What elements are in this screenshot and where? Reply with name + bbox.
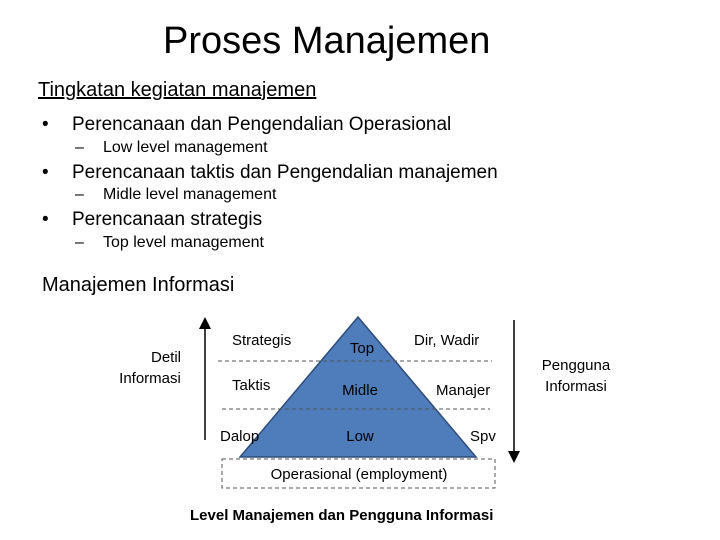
dash-icon: –: [75, 234, 84, 251]
level-top: Top: [349, 340, 375, 357]
bullet-text: Perencanaan strategis: [72, 209, 263, 230]
user-info-label-line2: Informasi: [545, 378, 607, 395]
sub-bullet-text: Top level management: [103, 234, 264, 251]
role-spv: Spv: [470, 428, 496, 445]
detail-info-label-line2: Informasi: [119, 370, 181, 387]
base-label: Operasional (employment): [270, 466, 448, 483]
level-low: Low: [346, 428, 374, 445]
level-midle: Midle: [342, 382, 378, 399]
slide-title: Proses Manajemen: [163, 20, 491, 62]
section-heading-info: Manajemen Informasi: [42, 274, 235, 296]
user-info-label-line1: Pengguna: [541, 357, 611, 374]
level-strategis: Strategis: [232, 332, 292, 349]
role-dir-wadir: Dir, Wadir: [414, 332, 480, 349]
bullet-icon: •: [42, 114, 49, 135]
bullet-text: Perencanaan taktis dan Pengendalian manajemen: [72, 162, 498, 183]
bullet-text: Perencanaan dan Pengendalian Operasional: [72, 114, 452, 135]
bullet-icon: •: [42, 209, 49, 230]
dash-icon: –: [75, 139, 84, 156]
section-heading-activities: Tingkatan kegiatan manajemen: [38, 79, 317, 101]
sub-bullet-text: Low level management: [103, 139, 268, 156]
detail-info-label-line1: Detil: [150, 349, 182, 366]
bullet-icon: •: [42, 162, 49, 183]
diagram-caption: Level Manajemen dan Pengguna Informasi: [190, 507, 494, 524]
level-taktis: Taktis: [232, 377, 271, 394]
role-manajer: Manajer: [436, 382, 491, 399]
sub-bullet-text: Midle level management: [103, 186, 277, 203]
level-dalop: Dalop: [220, 428, 260, 445]
dash-icon: –: [75, 186, 84, 203]
